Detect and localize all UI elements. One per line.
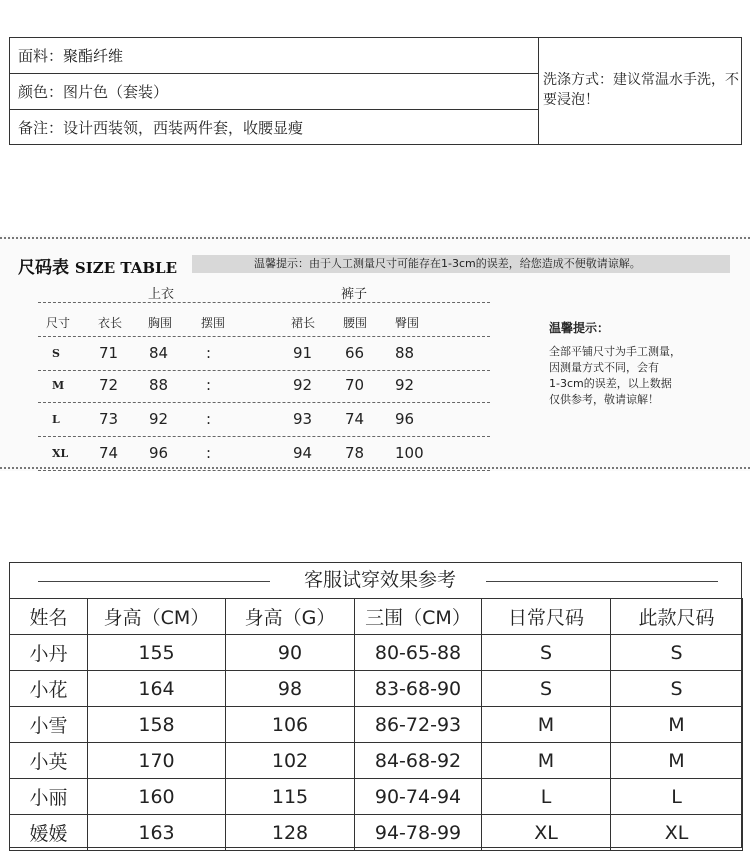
- table-cell: 98: [226, 671, 355, 707]
- measure-tip: [549, 320, 729, 408]
- table-row: [10, 635, 743, 671]
- size-notice-bar: 温馨提示：由于人工测量尺寸可能存在1-3cm的误差，给您造成不便敬请谅解。: [192, 255, 730, 273]
- size-value: :: [206, 444, 212, 462]
- divider: [38, 436, 490, 437]
- size-value: 91: [293, 344, 313, 362]
- group-top-label: 上衣: [148, 287, 175, 302]
- size-col-header: 腰围: [343, 316, 368, 330]
- table-cell: 90: [226, 635, 355, 671]
- column-header: 此款尺码: [611, 599, 743, 635]
- size-chart-title: [18, 253, 177, 278]
- tip-line: 仅供参考，敬请谅解！: [549, 393, 659, 406]
- divider: [38, 336, 490, 337]
- size-value: 66: [345, 344, 365, 362]
- table-cell: S: [611, 671, 743, 707]
- table-cell: 158: [88, 707, 226, 743]
- size-value: 93: [293, 410, 313, 428]
- size-value: 92: [293, 376, 313, 394]
- table-cell: S: [482, 635, 611, 671]
- table-cell: 106: [226, 707, 355, 743]
- column-header: 身高（G）: [226, 599, 355, 635]
- table-cell: 164: [88, 671, 226, 707]
- table-row: [10, 779, 743, 815]
- size-value: 96: [395, 410, 415, 428]
- divider: [38, 470, 490, 471]
- size-value: 78: [345, 444, 365, 462]
- size-col-header: 摆围: [201, 316, 226, 330]
- divider: [38, 370, 490, 371]
- size-chart-title-cn: 尺码表: [18, 258, 69, 278]
- fitting-table: [9, 598, 743, 851]
- table-cell: 86-72-93: [355, 707, 482, 743]
- table-cell: 115: [226, 779, 355, 815]
- group-pants-label: 裤子: [341, 287, 368, 302]
- column-header: 三围（CM）: [355, 599, 482, 635]
- note-row: 备注：设计西装领，西装两件套，收腰显瘦: [18, 119, 304, 137]
- size-value: 71: [99, 344, 119, 362]
- table-cell: S: [611, 635, 743, 671]
- table-header-row: [10, 599, 743, 635]
- tip-line: 因测量方式不同，会有: [549, 361, 659, 374]
- tip-title: 温馨提示：: [549, 321, 610, 335]
- fitting-caption-row: [10, 563, 741, 598]
- product-info-table: [9, 37, 742, 145]
- table-row: [10, 743, 743, 779]
- table-cell: M: [611, 743, 743, 779]
- column-header: 日常尺码: [482, 599, 611, 635]
- column-header: 姓名: [10, 599, 88, 635]
- size-value: 92: [149, 410, 169, 428]
- table-cell: 83-68-90: [355, 671, 482, 707]
- table-cell: 小丽: [10, 779, 88, 815]
- size-value: 74: [345, 410, 365, 428]
- divider: [0, 237, 750, 239]
- table-cell: 小丹: [10, 635, 88, 671]
- size-value: 94: [293, 444, 313, 462]
- size-value: 84: [149, 344, 169, 362]
- size-value: 88: [149, 376, 169, 394]
- divider: [38, 402, 490, 403]
- fitting-caption: 客服试穿效果参考: [303, 569, 456, 591]
- table-cell: S: [482, 671, 611, 707]
- table-cell: 170: [88, 743, 226, 779]
- table-cell: 163: [88, 815, 226, 851]
- size-col-header: 尺寸: [46, 316, 71, 330]
- size-col-header: 裙长: [291, 316, 316, 330]
- table-cell: 小花: [10, 671, 88, 707]
- size-label: S: [52, 347, 60, 360]
- table-cell: 102: [226, 743, 355, 779]
- size-value: 100: [395, 444, 424, 462]
- table-cell: L: [482, 779, 611, 815]
- size-col-header: 衣长: [98, 316, 123, 330]
- divider: [38, 581, 270, 582]
- size-value: 92: [395, 376, 415, 394]
- size-col-header: 胸围: [148, 316, 173, 330]
- size-value: :: [206, 344, 212, 362]
- table-cell: L: [611, 779, 743, 815]
- size-value: 96: [149, 444, 169, 462]
- table-cell: 小英: [10, 743, 88, 779]
- table-cell: M: [482, 743, 611, 779]
- divider: [38, 302, 490, 303]
- size-label: L: [52, 413, 60, 426]
- table-cell: XL: [482, 815, 611, 851]
- tip-line: 全部平铺尺寸为手工测量，: [549, 345, 681, 358]
- table-row: [10, 671, 743, 707]
- table-cell: 小雪: [10, 707, 88, 743]
- size-value: 70: [345, 376, 365, 394]
- table-cell: 128: [226, 815, 355, 851]
- table-row: [10, 707, 743, 743]
- table-cell: M: [482, 707, 611, 743]
- divider: [486, 581, 718, 582]
- size-value: :: [206, 376, 212, 394]
- color-row: 颜色：图片色（套装）: [10, 74, 538, 110]
- table-cell: 媛媛: [10, 815, 88, 851]
- size-value: 88: [395, 344, 415, 362]
- fabric-row: 面料：聚酯纤维: [10, 38, 538, 74]
- size-chart-title-en: SIZE TABLE: [74, 259, 178, 277]
- table-cell: 90-74-94: [355, 779, 482, 815]
- size-label: XL: [52, 447, 69, 460]
- size-value: 72: [99, 376, 119, 394]
- table-cell: 84-68-92: [355, 743, 482, 779]
- size-label: M: [52, 379, 65, 392]
- table-cell: 155: [88, 635, 226, 671]
- fitting-reference-table: [9, 562, 742, 848]
- size-chart: [0, 235, 750, 471]
- size-value: 74: [99, 444, 119, 462]
- table-cell: 94-78-99: [355, 815, 482, 851]
- table-cell: 80-65-88: [355, 635, 482, 671]
- size-col-header: 臀围: [395, 316, 420, 330]
- column-header: 身高（CM）: [88, 599, 226, 635]
- wash-instructions: 洗涤方式：建议常温水手洗，不要浸泡！: [538, 38, 742, 144]
- table-cell: 160: [88, 779, 226, 815]
- size-value: 73: [99, 410, 119, 428]
- table-cell: XL: [611, 815, 743, 851]
- size-value: :: [206, 410, 212, 428]
- divider: [0, 467, 750, 469]
- table-cell: M: [611, 707, 743, 743]
- table-row: [10, 815, 743, 851]
- tip-line: 1-3cm的误差，以上数据: [549, 377, 672, 390]
